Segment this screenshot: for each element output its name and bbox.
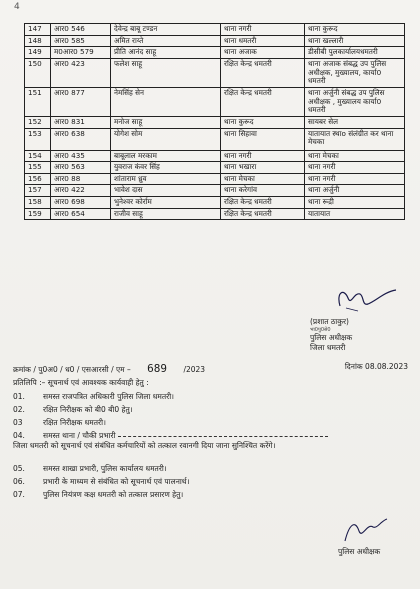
name-cell: नेमसिंह सेन: [111, 87, 221, 116]
item-text: [43, 392, 403, 402]
name-cell: प्रीति आनंद साहू: [111, 47, 221, 59]
item-number: 01.: [13, 392, 25, 401]
roster-row: [25, 185, 405, 197]
from-post-cell: थाना सिहावा: [221, 128, 305, 150]
date-label: दिनांक: [344, 362, 363, 371]
signatory-name: (प्रशात ठाकुर): [310, 317, 349, 326]
rank-cell: आर0 546: [51, 24, 111, 36]
rank-cell: आर0 698: [51, 197, 111, 209]
item-text-main: समस्त शाखा प्रभारी, पुलिस कार्यालय धमतरी।: [43, 464, 167, 473]
rank-cell: आर0 422: [51, 185, 111, 197]
signature-scribble: [318, 284, 408, 314]
serial-cell: 154: [25, 150, 51, 162]
copy-to-heading: प्रतिलिपि :– सूचनार्थ एवं आवश्यक कार्यवाही हेतु :: [13, 378, 149, 387]
item-text-main: पुलिस नियंत्रण कक्ष धमतरी को तत्काल प्रसारण हेतु।: [43, 490, 184, 499]
item-number: 06.: [13, 477, 25, 486]
rank-cell: आर0 423: [51, 58, 111, 87]
roster-row: [25, 208, 405, 220]
rank-cell: आर0 88: [51, 173, 111, 185]
reference-prefix: क्रमांक / पु0अ0 / ध0 / एसआरसी / एम –: [13, 365, 131, 374]
to-post-cell: डीसीबी पुलकार्यालयधमतरी: [305, 47, 405, 59]
name-cell: शांताराम ध्रुव: [111, 173, 221, 185]
roster-row: [25, 24, 405, 36]
item-text-main: रक्षित निरीक्षक धमतरी।: [43, 418, 106, 427]
from-post-cell: थाना कुरूद: [221, 116, 305, 128]
item-text-main: समस्त थाना / चौकी प्रभारी: [43, 431, 116, 440]
from-post-cell: रक्षित केन्द्र धमतरी: [221, 197, 305, 209]
rank-cell: आर0 563: [51, 162, 111, 174]
serial-cell: 155: [25, 162, 51, 174]
rank-cell: आर0 654: [51, 208, 111, 220]
serial-cell: 150: [25, 58, 51, 87]
to-post-cell: थाना मेचका: [305, 150, 405, 162]
rank-cell: आर0 831: [51, 116, 111, 128]
date-value: 08.08.2023: [365, 362, 408, 371]
name-cell: अमित राय्ते: [111, 35, 221, 47]
serial-cell: 153: [25, 128, 51, 150]
signature-block: [310, 317, 410, 353]
from-post-cell: थाना अजाक: [221, 47, 305, 59]
footer-signature-scribble: [327, 515, 407, 545]
from-post-cell: थाना धमतरी: [221, 35, 305, 47]
serial-cell: 156: [25, 173, 51, 185]
to-post-cell: थाना अर्जुनी: [305, 185, 405, 197]
from-post-cell: थाना नगरी: [221, 150, 305, 162]
serial-cell: 157: [25, 185, 51, 197]
from-post-cell: थाना भखारा: [221, 162, 305, 174]
item-text-main: समस्त राजपत्रित अधिकारी पुलिस जिला धमतरी।: [43, 392, 174, 401]
roster-body: [25, 24, 405, 220]
to-post-cell: थाना रूद्री: [305, 197, 405, 209]
transfer-roster-table: [24, 23, 405, 220]
serial-cell: 151: [25, 87, 51, 116]
from-post-cell: रक्षित केन्द्र धमतरी: [221, 208, 305, 220]
reference-line: [13, 362, 408, 375]
item-text-continuation: जिला धमतरी को सूचनार्थ एवं संबंधित कर्मचारियों को तत्काल रवानगी दिया जाना सुनिश्चित करेंगे।: [13, 441, 276, 451]
from-post-cell: रक्षित केन्द्र धमतरी: [221, 58, 305, 87]
roster-row: [25, 173, 405, 185]
roster-row: [25, 150, 405, 162]
signatory-district: जिला धमतरी: [310, 343, 346, 352]
item-number: 03: [13, 418, 23, 427]
roster-row: [25, 116, 405, 128]
item-text: [43, 418, 403, 428]
roster-row: [25, 47, 405, 59]
reference-year: /2023: [183, 365, 206, 374]
name-cell: मनोज साहू: [111, 116, 221, 128]
name-cell: राजीव साहू: [111, 208, 221, 220]
reference-number: 689: [147, 362, 168, 375]
to-post-cell: सायबर सेल: [305, 116, 405, 128]
to-post-cell: यातायात स्थाo संलंग्रीत कर थाना मेचका: [305, 128, 405, 150]
item-text: [43, 405, 403, 415]
name-cell: युवराज कंवर सिंह: [111, 162, 221, 174]
serial-cell: 147: [25, 24, 51, 36]
page-mark: 4: [14, 2, 20, 12]
item-text: [43, 477, 403, 487]
rank-cell: आर0 877: [51, 87, 111, 116]
rank-cell: आर0 638: [51, 128, 111, 150]
name-cell: भुनेश्वर कोर्राम: [111, 197, 221, 209]
item-text: [43, 490, 403, 500]
name-cell: भावेश दास: [111, 185, 221, 197]
to-post-cell: थाना खल्लारी: [305, 35, 405, 47]
to-post-cell: थाना नगरी: [305, 173, 405, 185]
rank-cell: आर0 585: [51, 35, 111, 47]
roster-row: [25, 35, 405, 47]
from-post-cell: थाना नगरी: [221, 24, 305, 36]
rank-cell: म0आर0 579: [51, 47, 111, 59]
roster-row: [25, 128, 405, 150]
roster-row: [25, 58, 405, 87]
fill-in-line: [118, 436, 328, 437]
reference-date-group: [345, 362, 408, 372]
item-number: 07.: [13, 490, 25, 499]
to-post-cell: थाना अजाक संबद्ध उप पुलिस अधीक्षक, मुख्यालय, कार्या0 धमतरी: [305, 58, 405, 87]
name-cell: देवेन्द्र बाबू टण्डन: [111, 24, 221, 36]
roster-row: [25, 197, 405, 209]
name-cell: योगेश सोम: [111, 128, 221, 150]
item-number: 02.: [13, 405, 25, 414]
item-number: 05.: [13, 464, 25, 473]
to-post-cell: थाना कुरूद: [305, 24, 405, 36]
roster-row: [25, 162, 405, 174]
item-text-main: प्रभारी के माध्यम से संबंधित को सूचनार्थ एवं पालनार्थ।: [43, 477, 190, 486]
name-cell: बाबूलाल मरकाम: [111, 150, 221, 162]
from-post-cell: थाना मेचका: [221, 173, 305, 185]
signatory-service: भा0पु0से0: [310, 326, 331, 333]
serial-cell: 152: [25, 116, 51, 128]
serial-cell: 149: [25, 47, 51, 59]
to-post-cell: थाना अर्जुनी संबद्ध उप पुलिस अधीक्षक , मुख्यालय कार्या0 धमतरी: [305, 87, 405, 116]
to-post-cell: यातायात: [305, 208, 405, 220]
footer-designation: पुलिस अधीक्षक: [338, 547, 381, 556]
from-post-cell: थाना करेगांव: [221, 185, 305, 197]
from-post-cell: रक्षित केन्द्र धमतरी: [221, 87, 305, 116]
serial-cell: 148: [25, 35, 51, 47]
serial-cell: 158: [25, 197, 51, 209]
roster-row: [25, 87, 405, 116]
signatory-designation: पुलिस अधीक्षक: [310, 333, 353, 343]
item-number: 04.: [13, 431, 25, 440]
to-post-cell: थाना नगरी: [305, 162, 405, 174]
rank-cell: आर0 435: [51, 150, 111, 162]
serial-cell: 159: [25, 208, 51, 220]
item-text-main: रक्षित निरीक्षक को बी0 बी0 हेतु।: [43, 405, 133, 414]
name-cell: फलेश साहू: [111, 58, 221, 87]
item-text: [43, 464, 403, 474]
